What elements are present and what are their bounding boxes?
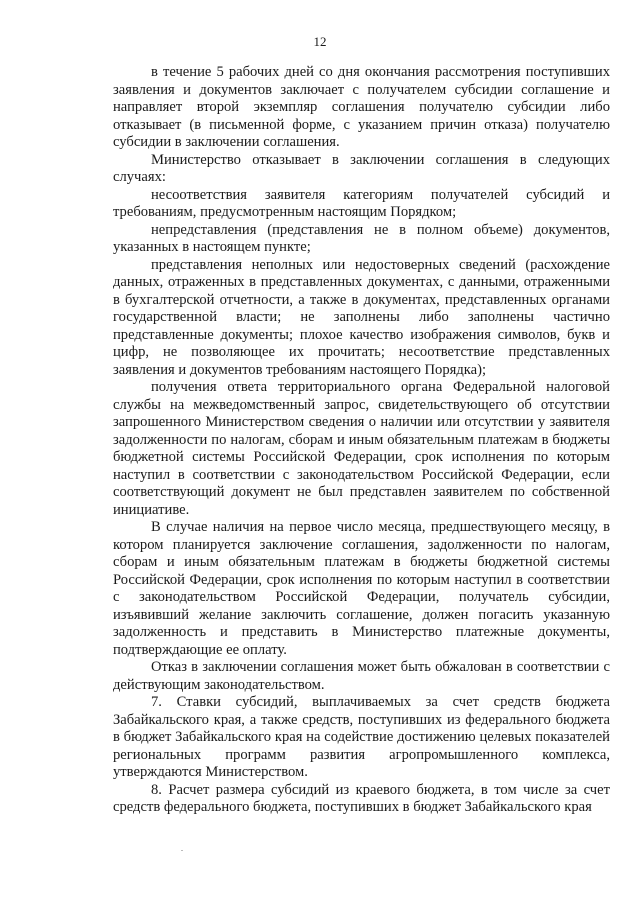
page-number: 12 (313, 34, 327, 49)
paragraph-appeal: Отказ в заключении соглашения может быть обжалован в соответствии с действующим законодательством. (113, 659, 610, 693)
list-item-missing-documents: непредставления (представления не в полном объеме) документов, указанных в настоящем пункте; (113, 221, 610, 255)
paragraph-contract-deadline: в течение 5 рабочих дней со дня окончания рассмотрения поступивших заявления и документов заключает с получателем субсидии соглашение и направляет второй экземпляр соглашения получателю субсидии либо отказывает (в письменной форме, с указанием причин отказа) получателю субсидии в заключении соглашения. (113, 64, 610, 150)
clause-8-subsidy-calculation: 8. Расчет размера субсидий из краевого бюджета, в том числе за счет средств федерального бюджета, поступивших в бюджет Забайкальского края (113, 781, 610, 815)
scan-artifact (181, 850, 183, 851)
document-body (113, 64, 610, 817)
paragraph-debt-repayment: В случае наличия на первое число месяца, предшествующего месяцу, в котором планируется заключение соглашения, задолженности по налогам, сборам и иным обязательным платежам в бюджеты бюджетной системы Российской Федерации, срок исполнения по которым наступил в соответствии с законодательством Российской Федерации, получатель субсидии, изъявивший желание заключить соглашение, должен погасить указанную задолженность и представить в Министерство платежные документы, подтверждающие ее оплату. (113, 519, 610, 658)
list-item-tax-service-response: получения ответа территориального органа Федеральной налоговой службы на межведомственный запрос, свидетельствующего об отсутствии запрошенного Министерством сведения о наличии или отсутствии у заявителя задолженности по налогам, сборам и иным обязательным платежам в бюджеты бюджетной системы Российской Федерации, срок исполнения по которым наступил в соответствии с законодательством Российской Федерации, если соответствующий документ не был представлен заявителем по собственной инициативе. (113, 379, 610, 518)
list-item-category-mismatch: несоответствия заявителя категориям получателей субсидий и требованиям, предусмотренным настоящим Порядком; (113, 186, 610, 220)
list-item-incomplete-information: представления неполных или недостоверных сведений (расхождение данных, отраженных в представленных документах, с данными, отраженными в бухгалтерской отчетности, а также в документах, представленных органами государственной власти; не заполнены либо заполнены частично представленные документы; плохое качество изображения символов, букв и цифр, не позволяющее их прочитать; несоответствие представленных заявления и документов требованиям настоящего Порядка); (113, 256, 610, 378)
clause-7-subsidy-rates: 7. Ставки субсидий, выплачиваемых за счет средств бюджета Забайкальского края, а также средств, поступивших из федерального бюджета в бюджет Забайкальского края на содействие достижению целевых показателей региональных программ развития агропромышленного комплекса, утверждаются Министерством. (113, 694, 610, 780)
paragraph-refusal-intro: Министерство отказывает в заключении соглашения в следующих случаях: (113, 151, 610, 185)
